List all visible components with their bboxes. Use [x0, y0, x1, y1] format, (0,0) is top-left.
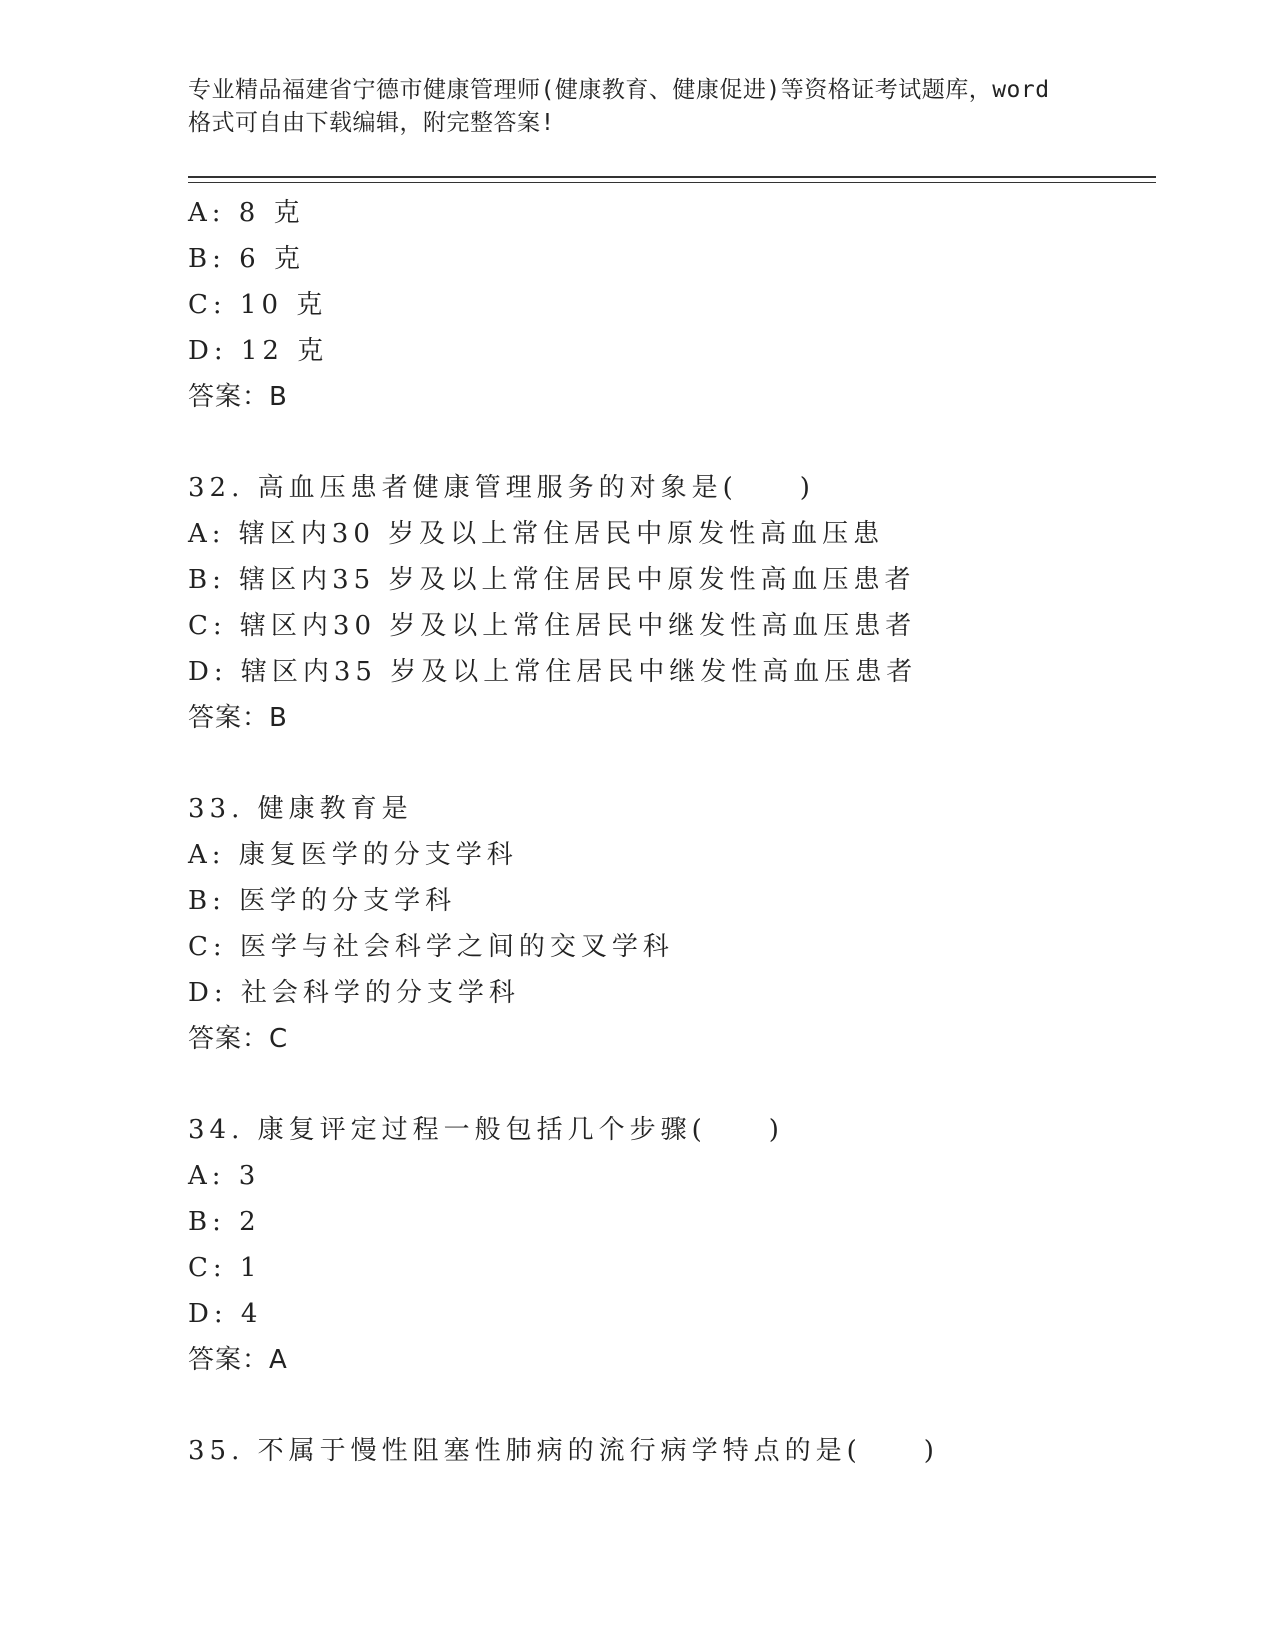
question-text: 33. 健康教育是	[188, 794, 413, 824]
option-a: A: 3	[188, 1161, 261, 1191]
question-text: 35. 不属于慢性阻塞性肺病的流行病学特点的是( )	[188, 1436, 939, 1466]
option-c: C: 10 克	[188, 290, 328, 320]
answer-line: 答案：B	[188, 703, 288, 733]
option-c: C: 1	[188, 1253, 262, 1283]
answer-line: 答案：B	[188, 382, 288, 412]
option-a: A: 辖区内30 岁及以上常住居民中原发性高血压患	[188, 519, 885, 549]
document-header	[188, 74, 1108, 140]
question-text: 32. 高血压患者健康管理服务的对象是( )	[188, 473, 815, 503]
option-c: C: 医学与社会科学之间的交叉学科	[188, 932, 674, 962]
question-block	[188, 786, 1148, 1062]
question-block	[188, 1107, 1148, 1383]
option-d: D: 辖区内35 岁及以上常住居民中继发性高血压患者	[188, 657, 918, 687]
answer-line: 答案：C	[188, 1024, 289, 1054]
question-block	[188, 1428, 1148, 1474]
option-a: A: 康复医学的分支学科	[188, 840, 518, 870]
option-c: C: 辖区内30 岁及以上常住居民中继发性高血压患者	[188, 611, 917, 641]
option-d: D: 社会科学的分支学科	[188, 978, 520, 1008]
question-block	[188, 190, 1148, 420]
question-text: 34. 康复评定过程一般包括几个步骤( )	[188, 1115, 784, 1145]
answer-line: 答案：A	[188, 1345, 288, 1375]
option-b: B: 辖区内35 岁及以上常住居民中原发性高血压患者	[188, 565, 916, 595]
option-b: B: 2	[188, 1207, 261, 1237]
header-divider-thin	[188, 182, 1156, 183]
header-divider-thick	[188, 176, 1156, 178]
option-a: A: 8 克	[188, 198, 305, 228]
header-line-1: 专业精品福建省宁德市健康管理师(健康教育、健康促进)等资格证考试题库，word	[188, 77, 1050, 103]
option-b: B: 医学的分支学科	[188, 886, 457, 916]
option-d: D: 12 克	[188, 336, 329, 366]
question-block	[188, 465, 1148, 741]
header-line-2: 格式可自由下载编辑，附完整答案!	[188, 110, 555, 136]
option-b: B: 6 克	[188, 244, 305, 274]
question-list	[188, 190, 1148, 1474]
option-d: D: 4	[188, 1299, 263, 1329]
